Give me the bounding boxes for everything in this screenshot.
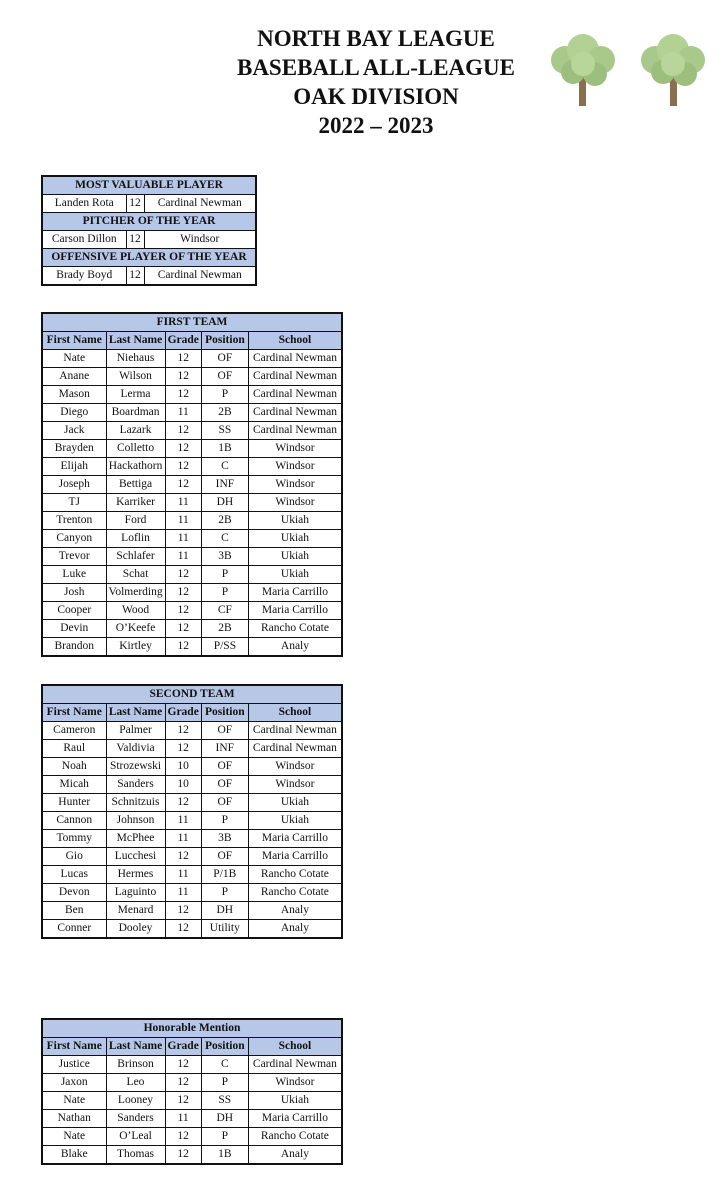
tree-icon xyxy=(633,32,713,108)
first-name-cell: Mason xyxy=(42,386,106,404)
first-name-cell: Lucas xyxy=(42,866,106,884)
school-cell: Cardinal Newman xyxy=(248,722,342,740)
school-cell: Ukiah xyxy=(248,530,342,548)
table-row xyxy=(42,1146,342,1165)
position-cell: SS xyxy=(201,422,248,440)
first-name-cell: Raul xyxy=(42,740,106,758)
position-cell: DH xyxy=(201,902,248,920)
col-school: School xyxy=(248,1038,342,1056)
position-cell: OF xyxy=(201,776,248,794)
col-first-name: First Name xyxy=(42,1038,106,1056)
grade-cell: 11 xyxy=(165,404,201,422)
position-cell: P/SS xyxy=(201,638,248,657)
position-cell: P xyxy=(201,566,248,584)
school-cell: Ukiah xyxy=(248,1092,342,1110)
grade-cell: 12 xyxy=(165,1074,201,1092)
last-name-cell: Leo xyxy=(106,1074,165,1092)
col-position: Position xyxy=(201,1038,248,1056)
last-name-cell: Hackathorn xyxy=(106,458,165,476)
last-name-cell: Schnitzuis xyxy=(106,794,165,812)
table-row xyxy=(42,1110,342,1128)
table-row xyxy=(42,758,342,776)
last-name-cell: Wood xyxy=(106,602,165,620)
position-cell: P xyxy=(201,386,248,404)
school-cell: Cardinal Newman xyxy=(248,386,342,404)
table-row xyxy=(42,566,342,584)
school-cell: Analy xyxy=(248,638,342,657)
table-row xyxy=(42,602,342,620)
table-row xyxy=(42,368,342,386)
last-name-cell: McPhee xyxy=(106,830,165,848)
table-row xyxy=(42,740,342,758)
table-row xyxy=(42,422,342,440)
school-cell: Rancho Cotate xyxy=(248,1128,342,1146)
last-name-cell: O’Leal xyxy=(106,1128,165,1146)
table-row xyxy=(42,404,342,422)
first-name-cell: Joseph xyxy=(42,476,106,494)
school-cell: Cardinal Newman xyxy=(248,740,342,758)
title-league: NORTH BAY LEAGUE xyxy=(257,26,495,51)
position-cell: OF xyxy=(201,758,248,776)
position-cell: 1B xyxy=(201,440,248,458)
first-name-cell: Luke xyxy=(42,566,106,584)
grade-cell: 12 xyxy=(165,1128,201,1146)
grade-cell: 12 xyxy=(165,1092,201,1110)
first-name-cell: Nate xyxy=(42,1128,106,1146)
school-cell: Cardinal Newman xyxy=(248,422,342,440)
first-name-cell: Cannon xyxy=(42,812,106,830)
first-name-cell: Josh xyxy=(42,584,106,602)
table-row xyxy=(42,350,342,368)
col-school: School xyxy=(248,704,342,722)
last-name-cell: Schat xyxy=(106,566,165,584)
table-row xyxy=(42,584,342,602)
position-cell: OF xyxy=(201,350,248,368)
offensive-name: Brady Boyd xyxy=(42,267,126,286)
title-season: 2022 – 2023 xyxy=(318,113,434,138)
last-name-cell: Valdivia xyxy=(106,740,165,758)
table-row xyxy=(42,812,342,830)
grade-cell: 12 xyxy=(165,620,201,638)
position-cell: P/1B xyxy=(201,866,248,884)
last-name-cell: Lerma xyxy=(106,386,165,404)
school-cell: Ukiah xyxy=(248,548,342,566)
grade-cell: 11 xyxy=(165,494,201,512)
position-cell: C xyxy=(201,458,248,476)
last-name-cell: Wilson xyxy=(106,368,165,386)
position-cell: P xyxy=(201,812,248,830)
position-cell: OF xyxy=(201,368,248,386)
grade-cell: 12 xyxy=(165,848,201,866)
grade-cell: 11 xyxy=(165,1110,201,1128)
school-cell: Windsor xyxy=(248,758,342,776)
grade-cell: 12 xyxy=(165,794,201,812)
table-row xyxy=(42,848,342,866)
table-row xyxy=(42,920,342,939)
grade-cell: 12 xyxy=(165,440,201,458)
school-cell: Cardinal Newman xyxy=(248,350,342,368)
grade-cell: 12 xyxy=(165,902,201,920)
position-cell: P xyxy=(201,584,248,602)
first-team-heading: FIRST TEAM xyxy=(42,313,342,332)
position-cell: DH xyxy=(201,494,248,512)
first-name-cell: Trevor xyxy=(42,548,106,566)
col-last-name: Last Name xyxy=(106,1038,165,1056)
grade-cell: 11 xyxy=(165,512,201,530)
last-name-cell: Kirtley xyxy=(106,638,165,657)
first-name-cell: Conner xyxy=(42,920,106,939)
table-row xyxy=(42,386,342,404)
first-team-table xyxy=(41,312,343,657)
position-cell: SS xyxy=(201,1092,248,1110)
table-row xyxy=(42,884,342,902)
first-name-cell: Devin xyxy=(42,620,106,638)
grade-cell: 11 xyxy=(165,884,201,902)
table-row xyxy=(42,830,342,848)
school-cell: Analy xyxy=(248,920,342,939)
last-name-cell: Sanders xyxy=(106,776,165,794)
title-sport: BASEBALL ALL-LEAGUE xyxy=(236,55,515,80)
grade-cell: 11 xyxy=(165,830,201,848)
position-cell: OF xyxy=(201,794,248,812)
school-cell: Maria Carrillo xyxy=(248,1110,342,1128)
school-cell: Analy xyxy=(248,1146,342,1165)
school-cell: Ukiah xyxy=(248,794,342,812)
grade-cell: 12 xyxy=(165,1056,201,1074)
first-name-cell: Brandon xyxy=(42,638,106,657)
grade-cell: 12 xyxy=(165,566,201,584)
grade-cell: 12 xyxy=(165,602,201,620)
pitcher-heading: PITCHER OF THE YEAR xyxy=(42,213,256,231)
last-name-cell: Palmer xyxy=(106,722,165,740)
grade-cell: 11 xyxy=(165,866,201,884)
last-name-cell: Lucchesi xyxy=(106,848,165,866)
last-name-cell: Schlafer xyxy=(106,548,165,566)
position-cell: CF xyxy=(201,602,248,620)
school-cell: Ukiah xyxy=(248,566,342,584)
school-cell: Maria Carrillo xyxy=(248,584,342,602)
school-cell: Maria Carrillo xyxy=(248,848,342,866)
first-name-cell: Trenton xyxy=(42,512,106,530)
grade-cell: 12 xyxy=(165,638,201,657)
position-cell: P xyxy=(201,1128,248,1146)
table-row xyxy=(42,458,342,476)
first-name-cell: Noah xyxy=(42,758,106,776)
table-row xyxy=(42,620,342,638)
first-name-cell: Hunter xyxy=(42,794,106,812)
position-cell: OF xyxy=(201,722,248,740)
honorable-mention-table xyxy=(41,1018,343,1165)
first-name-cell: Nate xyxy=(42,1092,106,1110)
table-row xyxy=(42,866,342,884)
second-team-table xyxy=(41,684,343,939)
school-cell: Maria Carrillo xyxy=(248,602,342,620)
first-name-cell: Diego xyxy=(42,404,106,422)
grade-cell: 12 xyxy=(165,722,201,740)
school-cell: Cardinal Newman xyxy=(248,404,342,422)
table-row xyxy=(42,494,342,512)
grade-cell: 12 xyxy=(165,920,201,939)
position-cell: OF xyxy=(201,848,248,866)
last-name-cell: Lazark xyxy=(106,422,165,440)
first-name-cell: Nate xyxy=(42,350,106,368)
school-cell: Windsor xyxy=(248,1074,342,1092)
position-cell: DH xyxy=(201,1110,248,1128)
last-name-cell: O’Keefe xyxy=(106,620,165,638)
last-name-cell: Bettiga xyxy=(106,476,165,494)
last-name-cell: Thomas xyxy=(106,1146,165,1165)
last-name-cell: Strozewski xyxy=(106,758,165,776)
school-cell: Windsor xyxy=(248,458,342,476)
last-name-cell: Boardman xyxy=(106,404,165,422)
table-row xyxy=(42,476,342,494)
col-first-name: First Name xyxy=(42,332,106,350)
table-row xyxy=(42,902,342,920)
position-cell: C xyxy=(201,530,248,548)
first-name-cell: Anane xyxy=(42,368,106,386)
grade-cell: 12 xyxy=(165,368,201,386)
mvp-heading: MOST VALUABLE PLAYER xyxy=(42,176,256,195)
first-name-cell: Jaxon xyxy=(42,1074,106,1092)
col-school: School xyxy=(248,332,342,350)
col-grade: Grade xyxy=(165,1038,201,1056)
last-name-cell: Sanders xyxy=(106,1110,165,1128)
first-name-cell: Brayden xyxy=(42,440,106,458)
first-name-cell: Nathan xyxy=(42,1110,106,1128)
school-cell: Windsor xyxy=(248,776,342,794)
table-row xyxy=(42,638,342,657)
table-row xyxy=(42,1092,342,1110)
title-division: OAK DIVISION xyxy=(293,84,459,109)
last-name-cell: Loflin xyxy=(106,530,165,548)
table-row xyxy=(42,1128,342,1146)
pitcher-name: Carson Dillon xyxy=(42,231,126,249)
awards-table xyxy=(41,175,257,286)
school-cell: Rancho Cotate xyxy=(248,866,342,884)
last-name-cell: Ford xyxy=(106,512,165,530)
position-cell: P xyxy=(201,884,248,902)
last-name-cell: Laguinto xyxy=(106,884,165,902)
first-name-cell: Ben xyxy=(42,902,106,920)
page-title xyxy=(180,24,572,140)
grade-cell: 12 xyxy=(165,350,201,368)
offensive-grade: 12 xyxy=(126,267,144,286)
school-cell: Cardinal Newman xyxy=(248,368,342,386)
position-cell: 3B xyxy=(201,830,248,848)
position-cell: 2B xyxy=(201,620,248,638)
school-cell: Analy xyxy=(248,902,342,920)
table-row xyxy=(42,794,342,812)
grade-cell: 12 xyxy=(165,476,201,494)
position-cell: C xyxy=(201,1056,248,1074)
position-cell: 2B xyxy=(201,512,248,530)
col-position: Position xyxy=(201,704,248,722)
table-row xyxy=(42,722,342,740)
school-cell: Rancho Cotate xyxy=(248,884,342,902)
mvp-name: Landen Rota xyxy=(42,195,126,213)
first-name-cell: Justice xyxy=(42,1056,106,1074)
col-position: Position xyxy=(201,332,248,350)
school-cell: Windsor xyxy=(248,476,342,494)
offensive-heading: OFFENSIVE PLAYER OF THE YEAR xyxy=(42,249,256,267)
table-row xyxy=(42,1056,342,1074)
grade-cell: 10 xyxy=(165,776,201,794)
grade-cell: 12 xyxy=(165,1146,201,1165)
table-row xyxy=(42,548,342,566)
position-cell: 3B xyxy=(201,548,248,566)
grade-cell: 12 xyxy=(165,458,201,476)
first-name-cell: Cooper xyxy=(42,602,106,620)
first-name-cell: Canyon xyxy=(42,530,106,548)
mvp-grade: 12 xyxy=(126,195,144,213)
last-name-cell: Niehaus xyxy=(106,350,165,368)
last-name-cell: Johnson xyxy=(106,812,165,830)
first-name-cell: Devon xyxy=(42,884,106,902)
first-name-cell: Gio xyxy=(42,848,106,866)
position-cell: 2B xyxy=(201,404,248,422)
offensive-school: Cardinal Newman xyxy=(144,267,256,286)
table-row xyxy=(42,530,342,548)
table-row xyxy=(42,512,342,530)
table-row xyxy=(42,440,342,458)
last-name-cell: Colletto xyxy=(106,440,165,458)
pitcher-grade: 12 xyxy=(126,231,144,249)
last-name-cell: Karriker xyxy=(106,494,165,512)
last-name-cell: Menard xyxy=(106,902,165,920)
table-row xyxy=(42,1074,342,1092)
school-cell: Maria Carrillo xyxy=(248,830,342,848)
grade-cell: 12 xyxy=(165,422,201,440)
position-cell: Utility xyxy=(201,920,248,939)
first-name-cell: Jack xyxy=(42,422,106,440)
first-name-cell: TJ xyxy=(42,494,106,512)
col-grade: Grade xyxy=(165,332,201,350)
position-cell: INF xyxy=(201,476,248,494)
grade-cell: 12 xyxy=(165,740,201,758)
first-name-cell: Elijah xyxy=(42,458,106,476)
grade-cell: 11 xyxy=(165,548,201,566)
honorable-mention-heading: Honorable Mention xyxy=(42,1019,342,1038)
grade-cell: 12 xyxy=(165,386,201,404)
position-cell: INF xyxy=(201,740,248,758)
col-last-name: Last Name xyxy=(106,332,165,350)
position-cell: 1B xyxy=(201,1146,248,1165)
last-name-cell: Hermes xyxy=(106,866,165,884)
school-cell: Windsor xyxy=(248,440,342,458)
col-grade: Grade xyxy=(165,704,201,722)
first-name-cell: Cameron xyxy=(42,722,106,740)
tree-icon xyxy=(543,32,623,108)
first-name-cell: Tommy xyxy=(42,830,106,848)
second-team-heading: SECOND TEAM xyxy=(42,685,342,704)
first-name-cell: Micah xyxy=(42,776,106,794)
pitcher-school: Windsor xyxy=(144,231,256,249)
last-name-cell: Brinson xyxy=(106,1056,165,1074)
last-name-cell: Looney xyxy=(106,1092,165,1110)
grade-cell: 11 xyxy=(165,530,201,548)
school-cell: Rancho Cotate xyxy=(248,620,342,638)
grade-cell: 12 xyxy=(165,584,201,602)
school-cell: Windsor xyxy=(248,494,342,512)
table-row xyxy=(42,776,342,794)
last-name-cell: Volmerding xyxy=(106,584,165,602)
col-first-name: First Name xyxy=(42,704,106,722)
position-cell: P xyxy=(201,1074,248,1092)
school-cell: Cardinal Newman xyxy=(248,1056,342,1074)
school-cell: Ukiah xyxy=(248,812,342,830)
last-name-cell: Dooley xyxy=(106,920,165,939)
grade-cell: 11 xyxy=(165,812,201,830)
first-name-cell: Blake xyxy=(42,1146,106,1165)
mvp-school: Cardinal Newman xyxy=(144,195,256,213)
grade-cell: 10 xyxy=(165,758,201,776)
school-cell: Ukiah xyxy=(248,512,342,530)
col-last-name: Last Name xyxy=(106,704,165,722)
